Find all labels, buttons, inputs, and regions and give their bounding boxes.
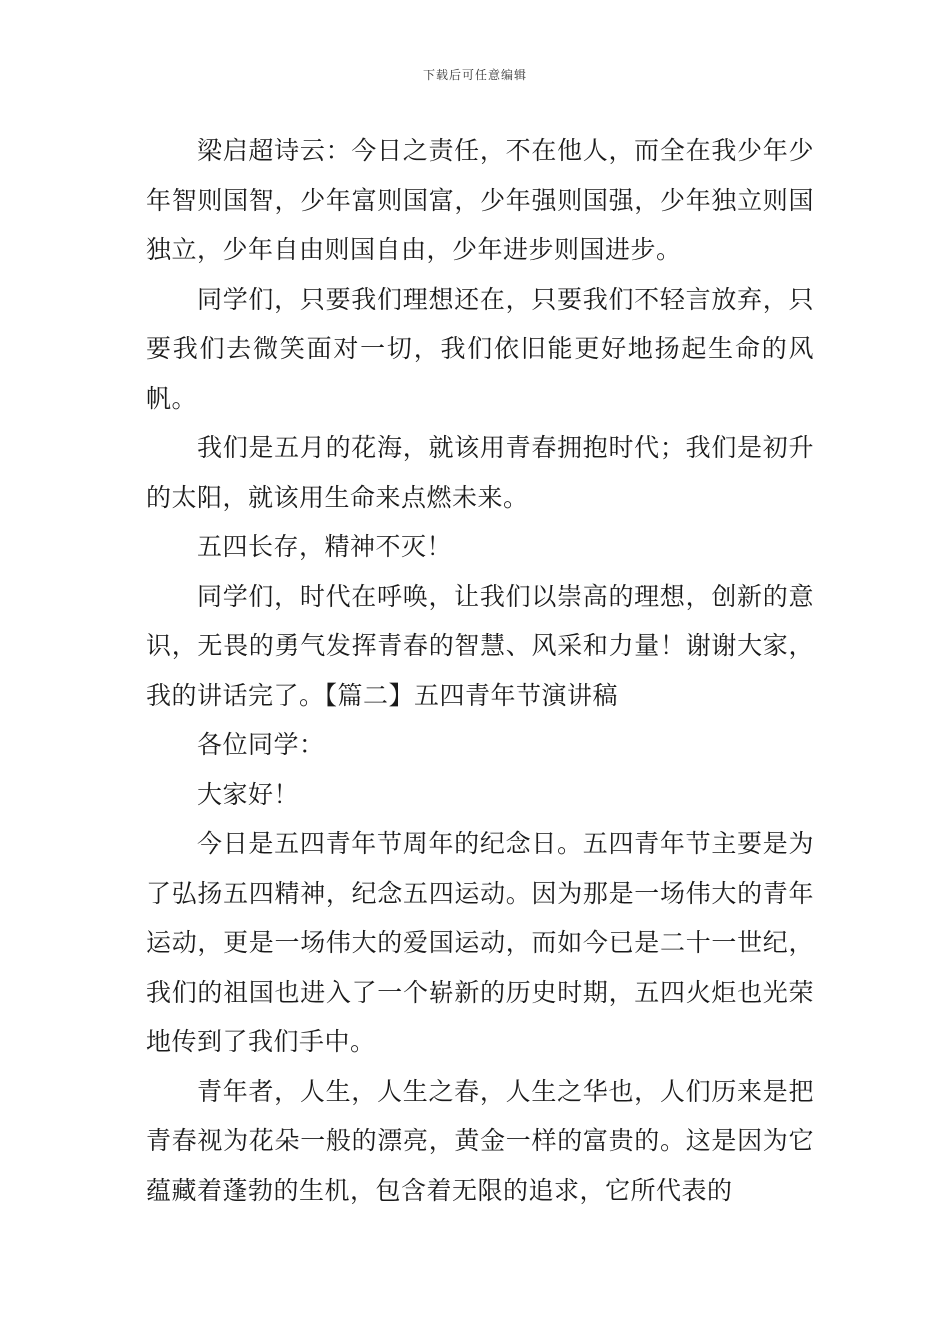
paragraph-anniversary: 今日是五四青年节周年的纪念日。五四青年节主要是为了弘扬五四精神，纪念五四运动。因为那是一场伟大的青年运动，更是一场伟大的爱国运动，而如今已是二十一世纪，我们的祖国也进入了一个崭新的历史时期，五四火炬也光荣地传到了我们手中。 <box>146 829 814 1056</box>
paragraph-may-flowers: 我们是五月的花海，就该用青春拥抱时代；我们是初升的太阳，就该用生命来点燃未来。 <box>146 433 814 512</box>
paragraph-liang-qichao-quote: 梁启超诗云：今日之责任，不在他人，而全在我少年少年智则国智，少年富则国富，少年强则国强，少年独立则国独立，少年自由则国自由，少年进步则国进步。 <box>146 136 814 264</box>
paragraph-ideals: 同学们，只要我们理想还在，只要我们不轻言放弃，只要我们去微笑面对一切，我们依旧能更好地扬起生命的风帆。 <box>146 284 814 413</box>
page-header-note: 下载后可任意编辑 <box>422 68 527 82</box>
paragraph-youth: 青年者，人生，人生之春，人生之华也，人们历来是把青春视为花朵一般的漂亮，黄金一样的富贵的。这是因为它蕴藏着蓬勃的生机，包含着无限的追求，它所代表的 <box>146 1076 814 1205</box>
paragraph-closing: 同学们，时代在呼唤，让我们以崇高的理想，创新的意识，无畏的勇气发挥青春的智慧、风采和力量！谢谢大家，我的讲话完了。【篇二】五四青年节演讲稿 <box>146 581 814 710</box>
paragraph-may-fourth-spirit: 五四长存，精神不灭！ <box>197 532 453 561</box>
paragraph-salutation: 各位同学： <box>197 730 325 759</box>
document-body <box>146 126 814 1215</box>
paragraph-greeting: 大家好！ <box>197 779 300 809</box>
